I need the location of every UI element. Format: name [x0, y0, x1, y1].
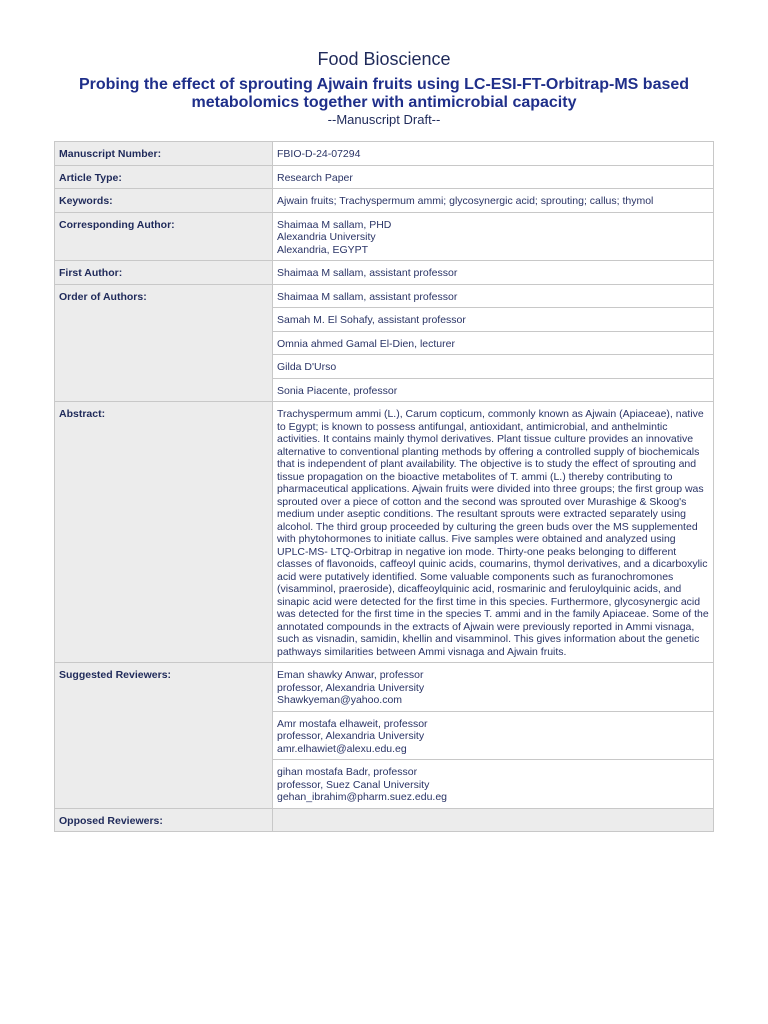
manuscript-number-label: Manuscript Number:	[55, 142, 273, 166]
corresponding-author-value	[273, 212, 714, 261]
table-row	[55, 663, 714, 712]
table-row	[55, 165, 714, 189]
corresponding-author-name: Shaimaa M sallam, PHD	[277, 218, 392, 231]
suggested-reviewers-label: Suggested Reviewers:	[55, 663, 273, 809]
reviewer-name: Amr mostafa elhaweit, professor	[277, 717, 428, 730]
article-type-value: Research Paper	[273, 165, 714, 189]
abstract-text: Trachyspermum ammi (L.), Carum copticum, commonly known as Ajwain (Apiaceae), native to Egypt; is known to possess antifungal, antioxidant, antimicrobial, and anthelmintic activities. It contains mainly thymol derivatives. Plant tissue culture provides an innovative alternative to conventional planting methods by offering a controlled supply of biochemicals that is independent of plant availability. The objective is to study the effect of sprouting and tissue propagation on the bioactive metabolites of T. ammi (L.) thereby contributing to pharmaceutical applications. Ajwain fruits were divided into three groups; the first group was sprouted over a piece of cotton and the second was sprouted over Murashige & Skoog's medium under aseptic conditions. The resultant sprouts were extracted separately using alcohol. The third group proceeded by culturing the green buds over the MS supplemented with phytohormones to initiate callus. Five samples were obtained and analyzed using UPLC-MS- LTQ-Orbitrap in negative ion mode. Thirty-one peaks belonging to different classes of flavonoids, caffeoyl quinic acids, coumarins, thymol derivatives, and a dicarboxylic acid were putatively identified. Some valuable components such as furanochromones (visamminol, praeroside), dicaffeoylquinic acid, rosmarinic and feruloylquinic acids, and sinapic acid were detected for the first time in this species. Furthermore, glycosynergic acid was detected for the first time in the species T. ammi and in the family Apiaceae. Some of the annotated compounds in the extracts of Ajwain were previously reported in Ammi visnaga, such as visnadin, samidin, khellin and visamminol. This gives information about the genetic pathways similarities between Ammi visnaga and Ajwain fruits.	[273, 402, 714, 663]
reviewer-affiliation: professor, Alexandria University	[277, 681, 425, 694]
table-row	[55, 142, 714, 166]
table-row	[55, 808, 714, 832]
author-entry: Omnia ahmed Gamal El-Dien, lecturer	[273, 331, 714, 355]
opposed-reviewers-label: Opposed Reviewers:	[55, 808, 273, 832]
abstract-label: Abstract:	[55, 402, 273, 663]
manuscript-number-value: FBIO-D-24-07294	[273, 142, 714, 166]
paper-title: Probing the effect of sprouting Ajwain fruits using LC-ESI-FT-Orbitrap-MS based metabolomics together with antimicrobial capacity	[78, 76, 690, 111]
reviewer-name: Eman shawky Anwar, professor	[277, 669, 424, 681]
journal-name: Food Bioscience	[317, 49, 451, 69]
reviewer-entry	[273, 663, 714, 712]
first-author-label: First Author:	[55, 261, 273, 285]
first-author-value: Shaimaa M sallam, assistant professor	[273, 261, 714, 285]
table-row	[55, 402, 714, 663]
table-row	[55, 261, 714, 285]
draft-label: --Manuscript Draft--	[327, 112, 441, 127]
manuscript-info-table	[54, 141, 714, 832]
reviewer-email: Shawkyeman@yahoo.com	[277, 694, 403, 706]
table-row	[55, 189, 714, 213]
reviewer-affiliation: professor, Alexandria University	[277, 730, 425, 742]
opposed-reviewers-value	[273, 808, 714, 832]
table-row	[55, 212, 714, 261]
corresponding-author-location: Alexandria, EGYPT	[277, 243, 369, 256]
reviewer-affiliation: professor, Suez Canal University	[277, 778, 430, 791]
corresponding-author-label: Corresponding Author:	[55, 212, 273, 261]
author-entry: Samah M. El Sohafy, assistant professor	[273, 308, 714, 332]
reviewer-entry	[273, 711, 714, 760]
author-entry: Shaimaa M sallam, assistant professor	[273, 284, 714, 308]
keywords-label: Keywords:	[55, 189, 273, 213]
keywords-value: Ajwain fruits; Trachyspermum ammi; glycosynergic acid; sprouting; callus; thymol	[273, 189, 714, 213]
reviewer-email: gehan_ibrahim@pharm.suez.edu.eg	[277, 791, 448, 803]
order-of-authors-label: Order of Authors:	[55, 284, 273, 402]
article-type-label: Article Type:	[55, 165, 273, 189]
table-row	[55, 284, 714, 308]
author-entry: Sonia Piacente, professor	[273, 378, 714, 402]
author-entry: Gilda D'Urso	[273, 355, 714, 379]
corresponding-author-institution: Alexandria University	[277, 231, 376, 243]
reviewer-name: gihan mostafa Badr, professor	[277, 766, 418, 778]
reviewer-email: amr.elhawiet@alexu.edu.eg	[277, 742, 407, 755]
reviewer-entry	[273, 760, 714, 809]
